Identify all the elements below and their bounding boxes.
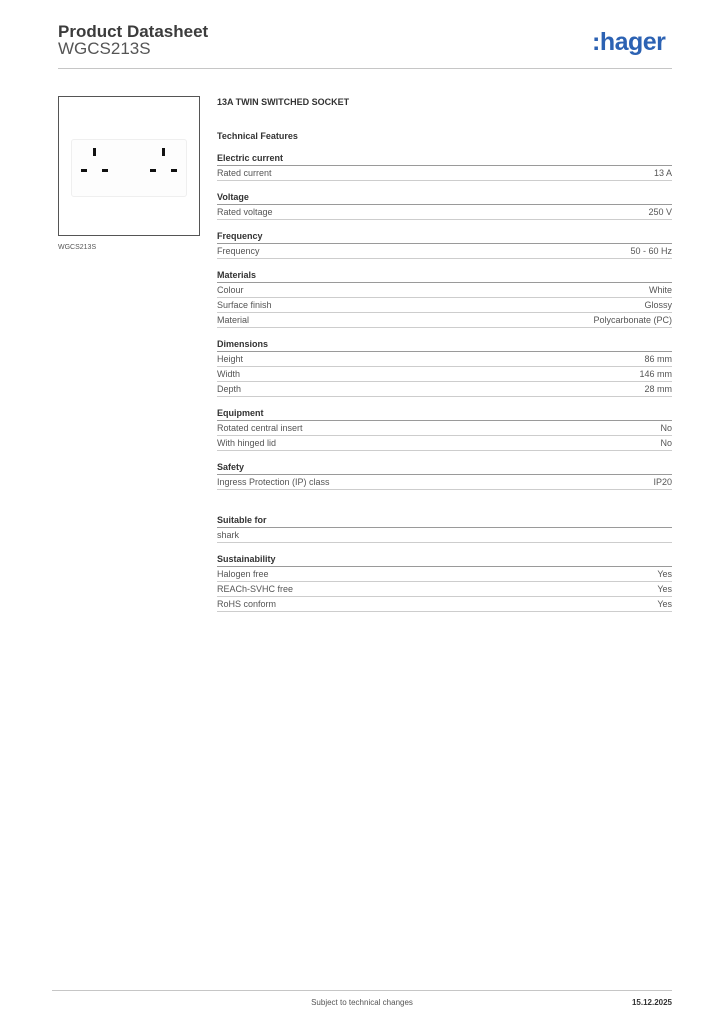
spec-label: Ingress Protection (IP) class (217, 477, 330, 487)
spec-value: Yes (657, 569, 672, 579)
spec-row (217, 367, 672, 382)
spec-label: Height (217, 354, 244, 364)
socket-left-neutral-pin (102, 169, 108, 172)
socket-left-earth-pin (93, 148, 96, 156)
spec-row (217, 421, 672, 436)
spec-label: Halogen free (217, 569, 269, 579)
section-title: Equipment (217, 407, 672, 421)
page-title: Product Datasheet (58, 22, 209, 41)
spec-value: Glossy (644, 300, 672, 310)
spec-row (217, 244, 672, 259)
spec-label: Depth (217, 384, 242, 394)
spec-row (217, 166, 672, 181)
product-name: 13A TWIN SWITCHED SOCKET (217, 97, 350, 107)
spec-row (217, 298, 672, 313)
section-sustainability (217, 553, 672, 612)
spec-row (217, 475, 672, 490)
spec-value: 146 mm (639, 369, 672, 379)
spec-label: Rotated central insert (217, 423, 303, 433)
spec-value: 86 mm (644, 354, 672, 364)
spec-value: White (648, 285, 672, 295)
spec-row (217, 313, 672, 328)
image-caption: WGCS213S (58, 244, 97, 251)
spec-row (217, 382, 672, 397)
section-title: Materials (217, 269, 672, 283)
section-title: Voltage (217, 191, 672, 205)
socket-left-live-pin (81, 169, 87, 172)
technical-features-heading: Technical Features (217, 131, 298, 141)
section-title: Electric current (217, 152, 672, 166)
footer-divider (52, 990, 672, 991)
spec-label: Material (217, 315, 250, 325)
section-frequency (217, 230, 672, 259)
spec-label: Surface finish (217, 300, 272, 310)
spec-label: Colour (217, 285, 244, 295)
spec-value: No (660, 423, 672, 433)
footer-date: 15.12.2025 (631, 998, 672, 1007)
section-materials (217, 269, 672, 328)
spec-value: Polycarbonate (PC) (593, 315, 672, 325)
spec-label: shark (217, 530, 240, 540)
spec-value: Yes (657, 599, 672, 609)
spec-row (217, 436, 672, 451)
product-code: WGCS213S (58, 39, 151, 58)
section-title: Suitable for (217, 514, 672, 528)
spec-label: REACh-SVHC free (217, 584, 294, 594)
socket-right-live-pin (150, 169, 156, 172)
spec-row (217, 567, 672, 582)
spec-value: 13 A (653, 168, 672, 178)
spec-value: 50 - 60 Hz (630, 246, 672, 256)
spec-label: RoHS conform (217, 599, 277, 609)
spec-label: With hinged lid (217, 438, 277, 448)
section-title: Safety (217, 461, 672, 475)
socket-right-neutral-pin (171, 169, 177, 172)
spec-value: 28 mm (644, 384, 672, 394)
section-voltage (217, 191, 672, 220)
section-title: Dimensions (217, 338, 672, 352)
footer-note: Subject to technical changes (311, 998, 413, 1007)
spec-label: Frequency (217, 246, 260, 256)
socket-illustration (71, 139, 187, 197)
spec-label: Width (217, 369, 241, 379)
spec-label: Rated voltage (217, 207, 273, 217)
spec-row (217, 528, 672, 543)
spec-row (217, 582, 672, 597)
section-suitable-for (217, 514, 672, 543)
header-divider (58, 68, 672, 69)
spec-value: Yes (657, 584, 672, 594)
spec-row (217, 205, 672, 220)
socket-right-earth-pin (162, 148, 165, 156)
hager-logo: :hager (592, 28, 666, 56)
section-equipment (217, 407, 672, 451)
section-safety (217, 461, 672, 490)
spec-value: No (660, 438, 672, 448)
spec-label: Rated current (217, 168, 272, 178)
spec-column (217, 96, 672, 612)
product-image (58, 96, 200, 236)
section-dimensions (217, 338, 672, 397)
spec-row (217, 597, 672, 612)
section-title: Frequency (217, 230, 672, 244)
spec-row (217, 352, 672, 367)
section-electric-current (217, 152, 672, 181)
spec-value: IP20 (653, 477, 672, 487)
spec-value: 250 V (648, 207, 672, 217)
section-title: Sustainability (217, 553, 672, 567)
spec-row (217, 283, 672, 298)
